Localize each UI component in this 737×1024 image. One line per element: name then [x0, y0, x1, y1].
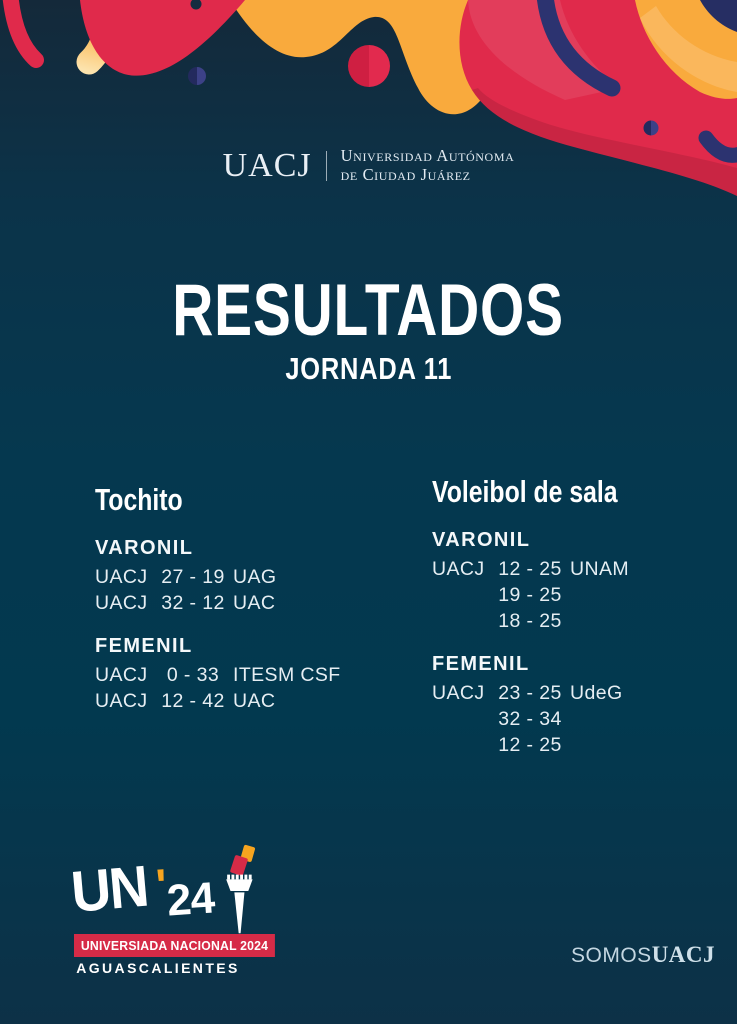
home-team: UACJ	[95, 690, 148, 712]
un24-un-text: UN	[68, 853, 150, 925]
group-tochito-femenil	[95, 635, 341, 714]
group-voleibol-femenil	[432, 653, 664, 758]
set-score: 19 - 25	[498, 584, 562, 606]
set-score: 12 - 25	[498, 558, 562, 580]
result-row	[432, 556, 664, 582]
un24-banner: UNIVERSIADA NACIONAL 2024	[74, 934, 275, 957]
un24-location: AGUASCALIENTES	[76, 960, 240, 976]
result-row	[95, 662, 341, 688]
purple-circle	[188, 67, 206, 85]
home-team: UACJ	[95, 664, 148, 686]
torch-handle	[234, 892, 244, 933]
match-score: 32 - 12	[161, 592, 225, 614]
away-team: UdeG	[570, 682, 623, 704]
away-team: ITESM CSF	[233, 664, 341, 686]
page-title: RESULTADOS	[172, 270, 565, 351]
top-decoration	[0, 0, 737, 240]
away-team: UAC	[233, 690, 276, 712]
navy-dot	[644, 121, 659, 136]
category-label: FEMENIL	[95, 635, 193, 657]
match-score: 0 - 33	[166, 664, 220, 686]
result-row	[95, 688, 341, 714]
somos-uacj	[571, 942, 715, 968]
torch-cup	[226, 875, 252, 934]
uacj-wordmark: UACJ	[222, 146, 312, 184]
university-name	[341, 146, 515, 185]
somos-label: SOMOS	[571, 944, 652, 967]
away-team: UAG	[233, 566, 277, 588]
result-row	[95, 564, 341, 590]
red-arc-shape	[10, 0, 36, 60]
sport-heading-voleibol: Voleibol de sala	[432, 474, 618, 509]
category-label: FEMENIL	[432, 653, 530, 675]
match-score: 12 - 42	[161, 690, 225, 712]
title-block	[0, 270, 737, 386]
set-score: 18 - 25	[498, 610, 562, 632]
result-row	[432, 706, 664, 732]
category-label: VARONIL	[432, 529, 531, 551]
logo-divider	[326, 151, 327, 181]
result-row	[432, 680, 664, 706]
category-label: VARONIL	[95, 537, 194, 559]
torch-icon	[218, 844, 260, 936]
match-score: 27 - 19	[161, 566, 225, 588]
un24-wordmark	[68, 850, 260, 934]
sport-heading-tochito: Tochito	[95, 482, 183, 517]
set-score: 12 - 25	[498, 734, 562, 756]
section-voleibol	[432, 476, 664, 777]
un24-year-text: 24	[165, 873, 216, 926]
uacj-logo	[0, 146, 737, 185]
result-row	[432, 582, 664, 608]
section-tochito	[95, 484, 341, 733]
home-team: UACJ	[432, 682, 485, 704]
red-circle	[348, 45, 390, 87]
group-voleibol-varonil	[432, 529, 664, 634]
home-team: UACJ	[95, 592, 148, 614]
un24-logo	[68, 850, 269, 976]
away-team: UAC	[233, 592, 276, 614]
university-name-line1: Universidad Autónoma	[340, 145, 515, 165]
result-row	[432, 732, 664, 758]
set-score: 23 - 25	[498, 682, 562, 704]
somos-brand: UACJ	[651, 942, 716, 967]
set-score: 32 - 34	[498, 708, 562, 730]
home-team: UACJ	[432, 558, 485, 580]
result-row	[432, 608, 664, 634]
un24-apostrophe: '	[153, 858, 169, 912]
result-row	[95, 590, 341, 616]
away-team: UNAM	[570, 558, 630, 580]
university-name-line2: de Ciudad Juárez	[340, 165, 471, 184]
page-subtitle: JORNADA 11	[285, 351, 452, 386]
home-team: UACJ	[95, 566, 148, 588]
red-blob-shape	[80, 0, 245, 76]
group-tochito-varonil	[95, 537, 341, 616]
